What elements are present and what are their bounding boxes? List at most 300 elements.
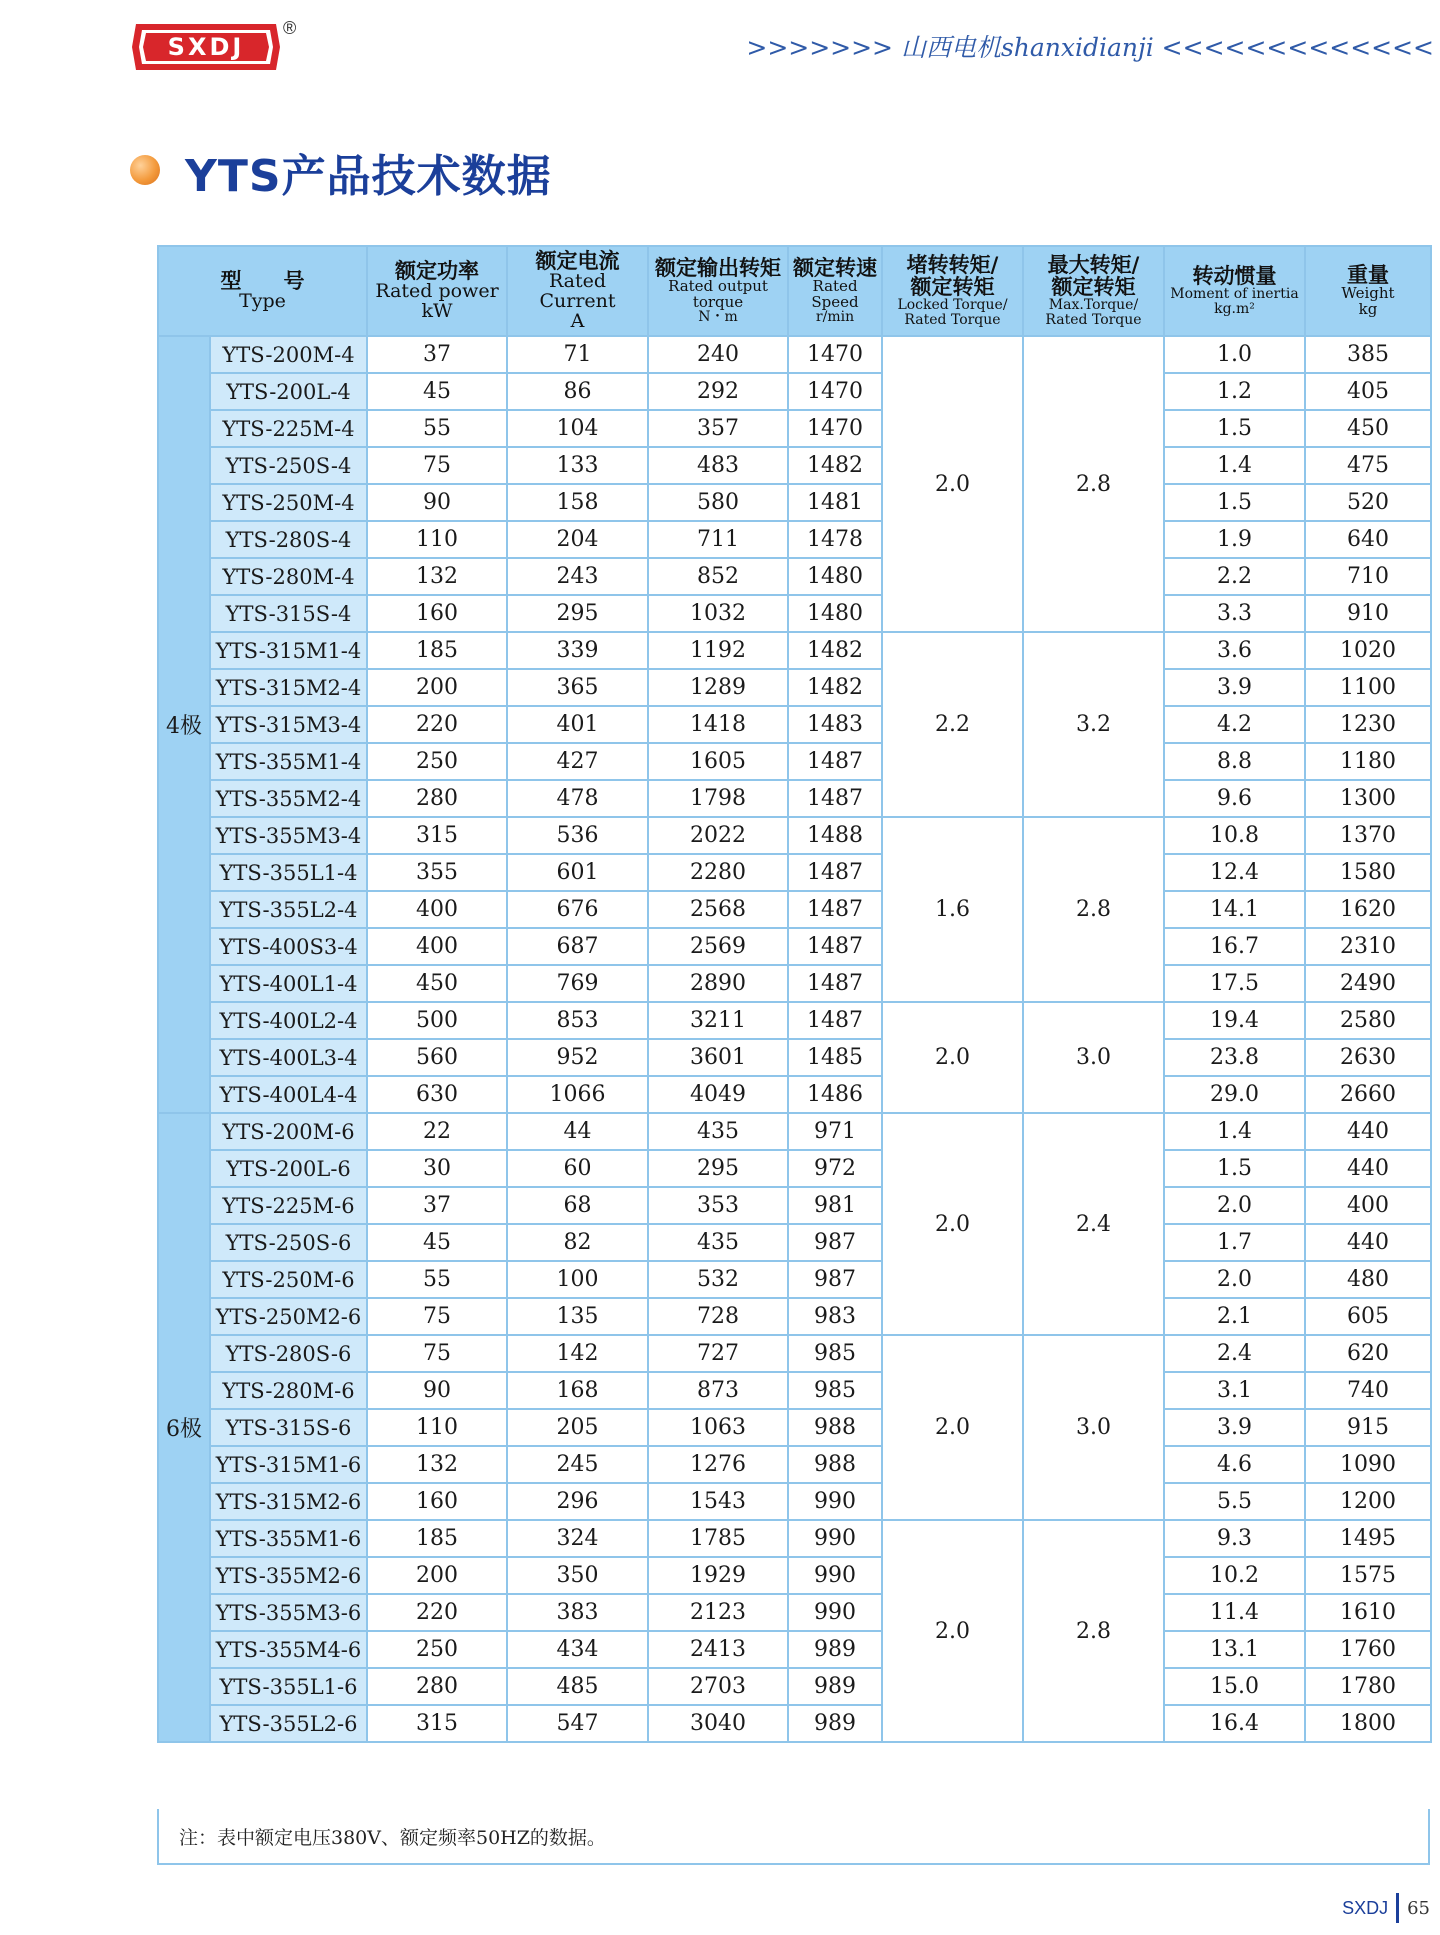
table-row <box>158 669 1431 706</box>
current-cell: 71 <box>507 336 648 373</box>
inertia-cell: 16.4 <box>1164 1705 1305 1742</box>
weight-cell: 440 <box>1305 1150 1431 1187</box>
weight-cell: 440 <box>1305 1224 1431 1261</box>
torque-cell: 532 <box>648 1261 788 1298</box>
header-type: 型 号 Type <box>158 246 367 336</box>
inertia-cell: 2.0 <box>1164 1261 1305 1298</box>
speed-cell: 1470 <box>788 373 882 410</box>
inertia-cell: 13.1 <box>1164 1631 1305 1668</box>
speed-cell: 988 <box>788 1446 882 1483</box>
speed-cell: 971 <box>788 1113 882 1150</box>
current-cell: 687 <box>507 928 648 965</box>
inertia-cell: 5.5 <box>1164 1483 1305 1520</box>
inertia-cell: 1.5 <box>1164 410 1305 447</box>
power-cell: 450 <box>367 965 507 1002</box>
brand-logo <box>130 20 282 74</box>
inertia-cell: 23.8 <box>1164 1039 1305 1076</box>
table-row <box>158 632 1431 669</box>
torque-cell: 1543 <box>648 1483 788 1520</box>
current-cell: 135 <box>507 1298 648 1335</box>
current-cell: 86 <box>507 373 648 410</box>
torque-cell: 1785 <box>648 1520 788 1557</box>
model-cell: YTS-225M-6 <box>210 1187 367 1224</box>
table-row <box>158 1594 1431 1631</box>
torque-cell: 2022 <box>648 817 788 854</box>
model-cell: YTS-355L2-4 <box>210 891 367 928</box>
weight-cell: 2310 <box>1305 928 1431 965</box>
weight-cell: 1230 <box>1305 706 1431 743</box>
table-row <box>158 706 1431 743</box>
weight-cell: 2630 <box>1305 1039 1431 1076</box>
torque-cell: 1418 <box>648 706 788 743</box>
power-cell: 250 <box>367 743 507 780</box>
model-cell: YTS-355L1-4 <box>210 854 367 891</box>
current-cell: 676 <box>507 891 648 928</box>
page-footer <box>1342 1893 1430 1923</box>
table-row <box>158 336 1431 373</box>
current-cell: 434 <box>507 1631 648 1668</box>
model-cell: YTS-315M3-4 <box>210 706 367 743</box>
weight-cell: 2580 <box>1305 1002 1431 1039</box>
table-row <box>158 1298 1431 1335</box>
speed-cell: 1482 <box>788 669 882 706</box>
current-cell: 485 <box>507 1668 648 1705</box>
torque-cell: 3211 <box>648 1002 788 1039</box>
weight-cell: 385 <box>1305 336 1431 373</box>
power-cell: 400 <box>367 928 507 965</box>
weight-cell: 1300 <box>1305 780 1431 817</box>
inertia-cell: 1.5 <box>1164 1150 1305 1187</box>
inertia-cell: 3.1 <box>1164 1372 1305 1409</box>
torque-cell: 2568 <box>648 891 788 928</box>
inertia-cell: 3.9 <box>1164 669 1305 706</box>
page-number: 65 <box>1407 1897 1430 1919</box>
current-cell: 401 <box>507 706 648 743</box>
table-row <box>158 1335 1431 1372</box>
current-cell: 547 <box>507 1705 648 1742</box>
weight-cell: 520 <box>1305 484 1431 521</box>
speed-cell: 989 <box>788 1631 882 1668</box>
power-cell: 280 <box>367 780 507 817</box>
speed-cell: 1470 <box>788 410 882 447</box>
current-cell: 350 <box>507 1557 648 1594</box>
model-cell: YTS-315M1-6 <box>210 1446 367 1483</box>
speed-cell: 1487 <box>788 854 882 891</box>
header-power: 额定功率 Rated power kW <box>367 246 507 336</box>
inertia-cell: 1.2 <box>1164 373 1305 410</box>
weight-cell: 1620 <box>1305 891 1431 928</box>
table-row <box>158 447 1431 484</box>
torque-cell: 2123 <box>648 1594 788 1631</box>
torque-cell: 353 <box>648 1187 788 1224</box>
weight-cell: 405 <box>1305 373 1431 410</box>
speed-cell: 1486 <box>788 1076 882 1113</box>
speed-cell: 981 <box>788 1187 882 1224</box>
speed-cell: 1478 <box>788 521 882 558</box>
torque-cell: 1032 <box>648 595 788 632</box>
current-cell: 82 <box>507 1224 648 1261</box>
model-cell: YTS-355M3-6 <box>210 1594 367 1631</box>
current-cell: 133 <box>507 447 648 484</box>
inertia-cell: 1.5 <box>1164 484 1305 521</box>
speed-cell: 989 <box>788 1668 882 1705</box>
inertia-cell: 4.2 <box>1164 706 1305 743</box>
power-cell: 185 <box>367 1520 507 1557</box>
locked-torque-ratio-cell: 2.2 <box>882 632 1023 817</box>
footer-brand: SXDJ <box>1342 1897 1389 1918</box>
speed-cell: 983 <box>788 1298 882 1335</box>
power-cell: 45 <box>367 373 507 410</box>
torque-cell: 873 <box>648 1372 788 1409</box>
current-cell: 1066 <box>507 1076 648 1113</box>
model-cell: YTS-355L2-6 <box>210 1705 367 1742</box>
model-cell: YTS-280M-4 <box>210 558 367 595</box>
table-row <box>158 891 1431 928</box>
power-cell: 110 <box>367 1409 507 1446</box>
weight-cell: 1180 <box>1305 743 1431 780</box>
torque-cell: 435 <box>648 1224 788 1261</box>
speed-cell: 1487 <box>788 928 882 965</box>
weight-cell: 1200 <box>1305 1483 1431 1520</box>
inertia-cell: 1.4 <box>1164 1113 1305 1150</box>
weight-cell: 640 <box>1305 521 1431 558</box>
inertia-cell: 19.4 <box>1164 1002 1305 1039</box>
torque-cell: 357 <box>648 410 788 447</box>
weight-cell: 1090 <box>1305 1446 1431 1483</box>
current-cell: 296 <box>507 1483 648 1520</box>
table-header-row <box>158 246 1431 336</box>
torque-cell: 2280 <box>648 854 788 891</box>
torque-cell: 435 <box>648 1113 788 1150</box>
current-cell: 769 <box>507 965 648 1002</box>
weight-cell: 2660 <box>1305 1076 1431 1113</box>
table-note <box>157 1809 1430 1865</box>
model-cell: YTS-250M-4 <box>210 484 367 521</box>
weight-cell: 915 <box>1305 1409 1431 1446</box>
power-cell: 400 <box>367 891 507 928</box>
power-cell: 30 <box>367 1150 507 1187</box>
torque-cell: 852 <box>648 558 788 595</box>
power-cell: 160 <box>367 595 507 632</box>
table-row <box>158 817 1431 854</box>
torque-cell: 580 <box>648 484 788 521</box>
torque-cell: 4049 <box>648 1076 788 1113</box>
current-cell: 100 <box>507 1261 648 1298</box>
table-row <box>158 1631 1431 1668</box>
title-bullet-icon <box>130 155 160 185</box>
model-cell: YTS-250M2-6 <box>210 1298 367 1335</box>
max-torque-ratio-cell: 3.2 <box>1023 632 1164 817</box>
model-cell: YTS-400S3-4 <box>210 928 367 965</box>
current-cell: 245 <box>507 1446 648 1483</box>
inertia-cell: 10.2 <box>1164 1557 1305 1594</box>
table-row <box>158 1261 1431 1298</box>
model-cell: YTS-280S-4 <box>210 521 367 558</box>
inertia-cell: 4.6 <box>1164 1446 1305 1483</box>
inertia-cell: 2.1 <box>1164 1298 1305 1335</box>
inertia-cell: 17.5 <box>1164 965 1305 1002</box>
current-cell: 383 <box>507 1594 648 1631</box>
weight-cell: 1575 <box>1305 1557 1431 1594</box>
table-row <box>158 595 1431 632</box>
current-cell: 324 <box>507 1520 648 1557</box>
speed-cell: 1487 <box>788 1002 882 1039</box>
inertia-cell: 29.0 <box>1164 1076 1305 1113</box>
speed-cell: 1483 <box>788 706 882 743</box>
speed-cell: 1487 <box>788 891 882 928</box>
inertia-cell: 2.4 <box>1164 1335 1305 1372</box>
current-cell: 60 <box>507 1150 648 1187</box>
speed-cell: 1485 <box>788 1039 882 1076</box>
inertia-cell: 9.3 <box>1164 1520 1305 1557</box>
spec-table-container <box>157 245 1430 1743</box>
torque-cell: 3040 <box>648 1705 788 1742</box>
power-cell: 220 <box>367 1594 507 1631</box>
locked-torque-ratio-cell: 2.0 <box>882 336 1023 632</box>
current-cell: 339 <box>507 632 648 669</box>
weight-cell: 475 <box>1305 447 1431 484</box>
logo-text: SXDJ <box>167 33 245 61</box>
header-locked-torque: 堵转转矩/ 额定转矩 Locked Torque/ Rated Torque <box>882 246 1023 336</box>
current-cell: 68 <box>507 1187 648 1224</box>
table-row <box>158 1187 1431 1224</box>
power-cell: 220 <box>367 706 507 743</box>
weight-cell: 1100 <box>1305 669 1431 706</box>
model-cell: YTS-315M1-4 <box>210 632 367 669</box>
table-row <box>158 521 1431 558</box>
model-cell: YTS-315M2-4 <box>210 669 367 706</box>
speed-cell: 985 <box>788 1372 882 1409</box>
speed-cell: 990 <box>788 1557 882 1594</box>
power-cell: 75 <box>367 1335 507 1372</box>
inertia-cell: 12.4 <box>1164 854 1305 891</box>
power-cell: 560 <box>367 1039 507 1076</box>
page-title: YTS产品技术数据 <box>185 151 552 202</box>
weight-cell: 1610 <box>1305 1594 1431 1631</box>
model-cell: YTS-200M-6 <box>210 1113 367 1150</box>
locked-torque-ratio-cell: 2.0 <box>882 1520 1023 1742</box>
table-row <box>158 1113 1431 1150</box>
speed-cell: 985 <box>788 1335 882 1372</box>
inertia-cell: 1.4 <box>1164 447 1305 484</box>
model-cell: YTS-315S-6 <box>210 1409 367 1446</box>
model-cell: YTS-250M-6 <box>210 1261 367 1298</box>
header-torque: 额定输出转矩 Rated output torque N・m <box>648 246 788 336</box>
torque-cell: 1192 <box>648 632 788 669</box>
table-row <box>158 965 1431 1002</box>
speed-cell: 1480 <box>788 558 882 595</box>
power-cell: 200 <box>367 669 507 706</box>
inertia-cell: 1.0 <box>1164 336 1305 373</box>
inertia-cell: 14.1 <box>1164 891 1305 928</box>
table-row <box>158 1520 1431 1557</box>
power-cell: 90 <box>367 1372 507 1409</box>
model-cell: YTS-355M2-4 <box>210 780 367 817</box>
locked-torque-ratio-cell: 2.0 <box>882 1335 1023 1520</box>
table-row <box>158 1076 1431 1113</box>
speed-cell: 1482 <box>788 447 882 484</box>
pole-group-label: 6极 <box>158 1113 210 1742</box>
header-weight: 重量 Weight kg <box>1305 246 1431 336</box>
inertia-cell: 8.8 <box>1164 743 1305 780</box>
inertia-cell: 15.0 <box>1164 1668 1305 1705</box>
torque-cell: 1929 <box>648 1557 788 1594</box>
power-cell: 37 <box>367 336 507 373</box>
current-cell: 853 <box>507 1002 648 1039</box>
max-torque-ratio-cell: 2.8 <box>1023 1520 1164 1742</box>
table-row <box>158 743 1431 780</box>
table-row <box>158 1039 1431 1076</box>
current-cell: 44 <box>507 1113 648 1150</box>
torque-cell: 2569 <box>648 928 788 965</box>
table-row <box>158 1150 1431 1187</box>
torque-cell: 1798 <box>648 780 788 817</box>
model-cell: YTS-200L-6 <box>210 1150 367 1187</box>
model-cell: YTS-400L4-4 <box>210 1076 367 1113</box>
power-cell: 132 <box>367 1446 507 1483</box>
header-max-torque: 最大转矩/ 额定转矩 Max.Torque/ Rated Torque <box>1023 246 1164 336</box>
max-torque-ratio-cell: 2.8 <box>1023 336 1164 632</box>
table-row <box>158 484 1431 521</box>
table-row <box>158 1483 1431 1520</box>
power-cell: 75 <box>367 447 507 484</box>
spec-table <box>157 245 1432 1743</box>
model-cell: YTS-200L-4 <box>210 373 367 410</box>
table-row <box>158 1409 1431 1446</box>
model-cell: YTS-355M4-6 <box>210 1631 367 1668</box>
inertia-cell: 10.8 <box>1164 817 1305 854</box>
model-cell: YTS-315S-4 <box>210 595 367 632</box>
table-row <box>158 1002 1431 1039</box>
power-cell: 55 <box>367 410 507 447</box>
torque-cell: 2890 <box>648 965 788 1002</box>
inertia-cell: 3.3 <box>1164 595 1305 632</box>
torque-cell: 727 <box>648 1335 788 1372</box>
power-cell: 500 <box>367 1002 507 1039</box>
torque-cell: 295 <box>648 1150 788 1187</box>
speed-cell: 1482 <box>788 632 882 669</box>
speed-cell: 990 <box>788 1483 882 1520</box>
speed-cell: 1470 <box>788 336 882 373</box>
weight-cell: 710 <box>1305 558 1431 595</box>
torque-cell: 1289 <box>648 669 788 706</box>
weight-cell: 620 <box>1305 1335 1431 1372</box>
weight-cell: 400 <box>1305 1187 1431 1224</box>
power-cell: 355 <box>367 854 507 891</box>
weight-cell: 440 <box>1305 1113 1431 1150</box>
current-cell: 104 <box>507 410 648 447</box>
power-cell: 110 <box>367 521 507 558</box>
model-cell: YTS-355M3-4 <box>210 817 367 854</box>
inertia-cell: 1.9 <box>1164 521 1305 558</box>
table-row <box>158 928 1431 965</box>
max-torque-ratio-cell: 3.0 <box>1023 1002 1164 1113</box>
weight-cell: 1495 <box>1305 1520 1431 1557</box>
speed-cell: 990 <box>788 1594 882 1631</box>
speed-cell: 1487 <box>788 780 882 817</box>
weight-cell: 740 <box>1305 1372 1431 1409</box>
power-cell: 90 <box>367 484 507 521</box>
model-cell: YTS-280M-6 <box>210 1372 367 1409</box>
header-speed: 额定转速 Rated Speed r/min <box>788 246 882 336</box>
torque-cell: 2703 <box>648 1668 788 1705</box>
speed-cell: 990 <box>788 1520 882 1557</box>
max-torque-ratio-cell: 3.0 <box>1023 1335 1164 1520</box>
speed-cell: 988 <box>788 1409 882 1446</box>
current-cell: 142 <box>507 1335 648 1372</box>
table-row <box>158 1224 1431 1261</box>
power-cell: 315 <box>367 817 507 854</box>
note-text: 注：表中额定电压380V、额定频率50HZ的数据。 <box>179 1827 606 1849</box>
torque-cell: 2413 <box>648 1631 788 1668</box>
weight-cell: 480 <box>1305 1261 1431 1298</box>
weight-cell: 1760 <box>1305 1631 1431 1668</box>
registered-mark: ® <box>283 18 297 38</box>
power-cell: 45 <box>367 1224 507 1261</box>
table-row <box>158 1557 1431 1594</box>
pole-group-label: 4极 <box>158 336 210 1113</box>
inertia-cell: 3.6 <box>1164 632 1305 669</box>
weight-cell: 2490 <box>1305 965 1431 1002</box>
weight-cell: 1780 <box>1305 1668 1431 1705</box>
model-cell: YTS-250S-4 <box>210 447 367 484</box>
speed-cell: 972 <box>788 1150 882 1187</box>
inertia-cell: 1.7 <box>1164 1224 1305 1261</box>
model-cell: YTS-280S-6 <box>210 1335 367 1372</box>
power-cell: 200 <box>367 1557 507 1594</box>
table-row <box>158 1705 1431 1742</box>
speed-cell: 1481 <box>788 484 882 521</box>
power-cell: 37 <box>367 1187 507 1224</box>
table-body <box>158 336 1431 1742</box>
power-cell: 55 <box>367 1261 507 1298</box>
table-row <box>158 558 1431 595</box>
torque-cell: 1063 <box>648 1409 788 1446</box>
table-row <box>158 854 1431 891</box>
model-cell: YTS-225M-4 <box>210 410 367 447</box>
power-cell: 185 <box>367 632 507 669</box>
speed-cell: 1487 <box>788 743 882 780</box>
table-row <box>158 410 1431 447</box>
inertia-cell: 16.7 <box>1164 928 1305 965</box>
current-cell: 952 <box>507 1039 648 1076</box>
current-cell: 295 <box>507 595 648 632</box>
current-cell: 601 <box>507 854 648 891</box>
weight-cell: 1020 <box>1305 632 1431 669</box>
max-torque-ratio-cell: 2.8 <box>1023 817 1164 1002</box>
current-cell: 427 <box>507 743 648 780</box>
model-cell: YTS-400L2-4 <box>210 1002 367 1039</box>
weight-cell: 910 <box>1305 595 1431 632</box>
inertia-cell: 3.9 <box>1164 1409 1305 1446</box>
speed-cell: 1480 <box>788 595 882 632</box>
model-cell: YTS-250S-6 <box>210 1224 367 1261</box>
header-inertia: 转动惯量 Moment of inertia kg.m² <box>1164 246 1305 336</box>
inertia-cell: 2.2 <box>1164 558 1305 595</box>
power-cell: 630 <box>367 1076 507 1113</box>
header-tagline: >>>>>>> 山西电机shanxidianji <<<<<<<<<<<<< <box>746 33 1434 62</box>
torque-cell: 240 <box>648 336 788 373</box>
locked-torque-ratio-cell: 2.0 <box>882 1113 1023 1335</box>
power-cell: 132 <box>367 558 507 595</box>
footer-divider <box>1396 1893 1399 1923</box>
torque-cell: 1276 <box>648 1446 788 1483</box>
locked-torque-ratio-cell: 2.0 <box>882 1002 1023 1113</box>
model-cell: YTS-355L1-6 <box>210 1668 367 1705</box>
model-cell: YTS-200M-4 <box>210 336 367 373</box>
table-row <box>158 1668 1431 1705</box>
weight-cell: 1580 <box>1305 854 1431 891</box>
